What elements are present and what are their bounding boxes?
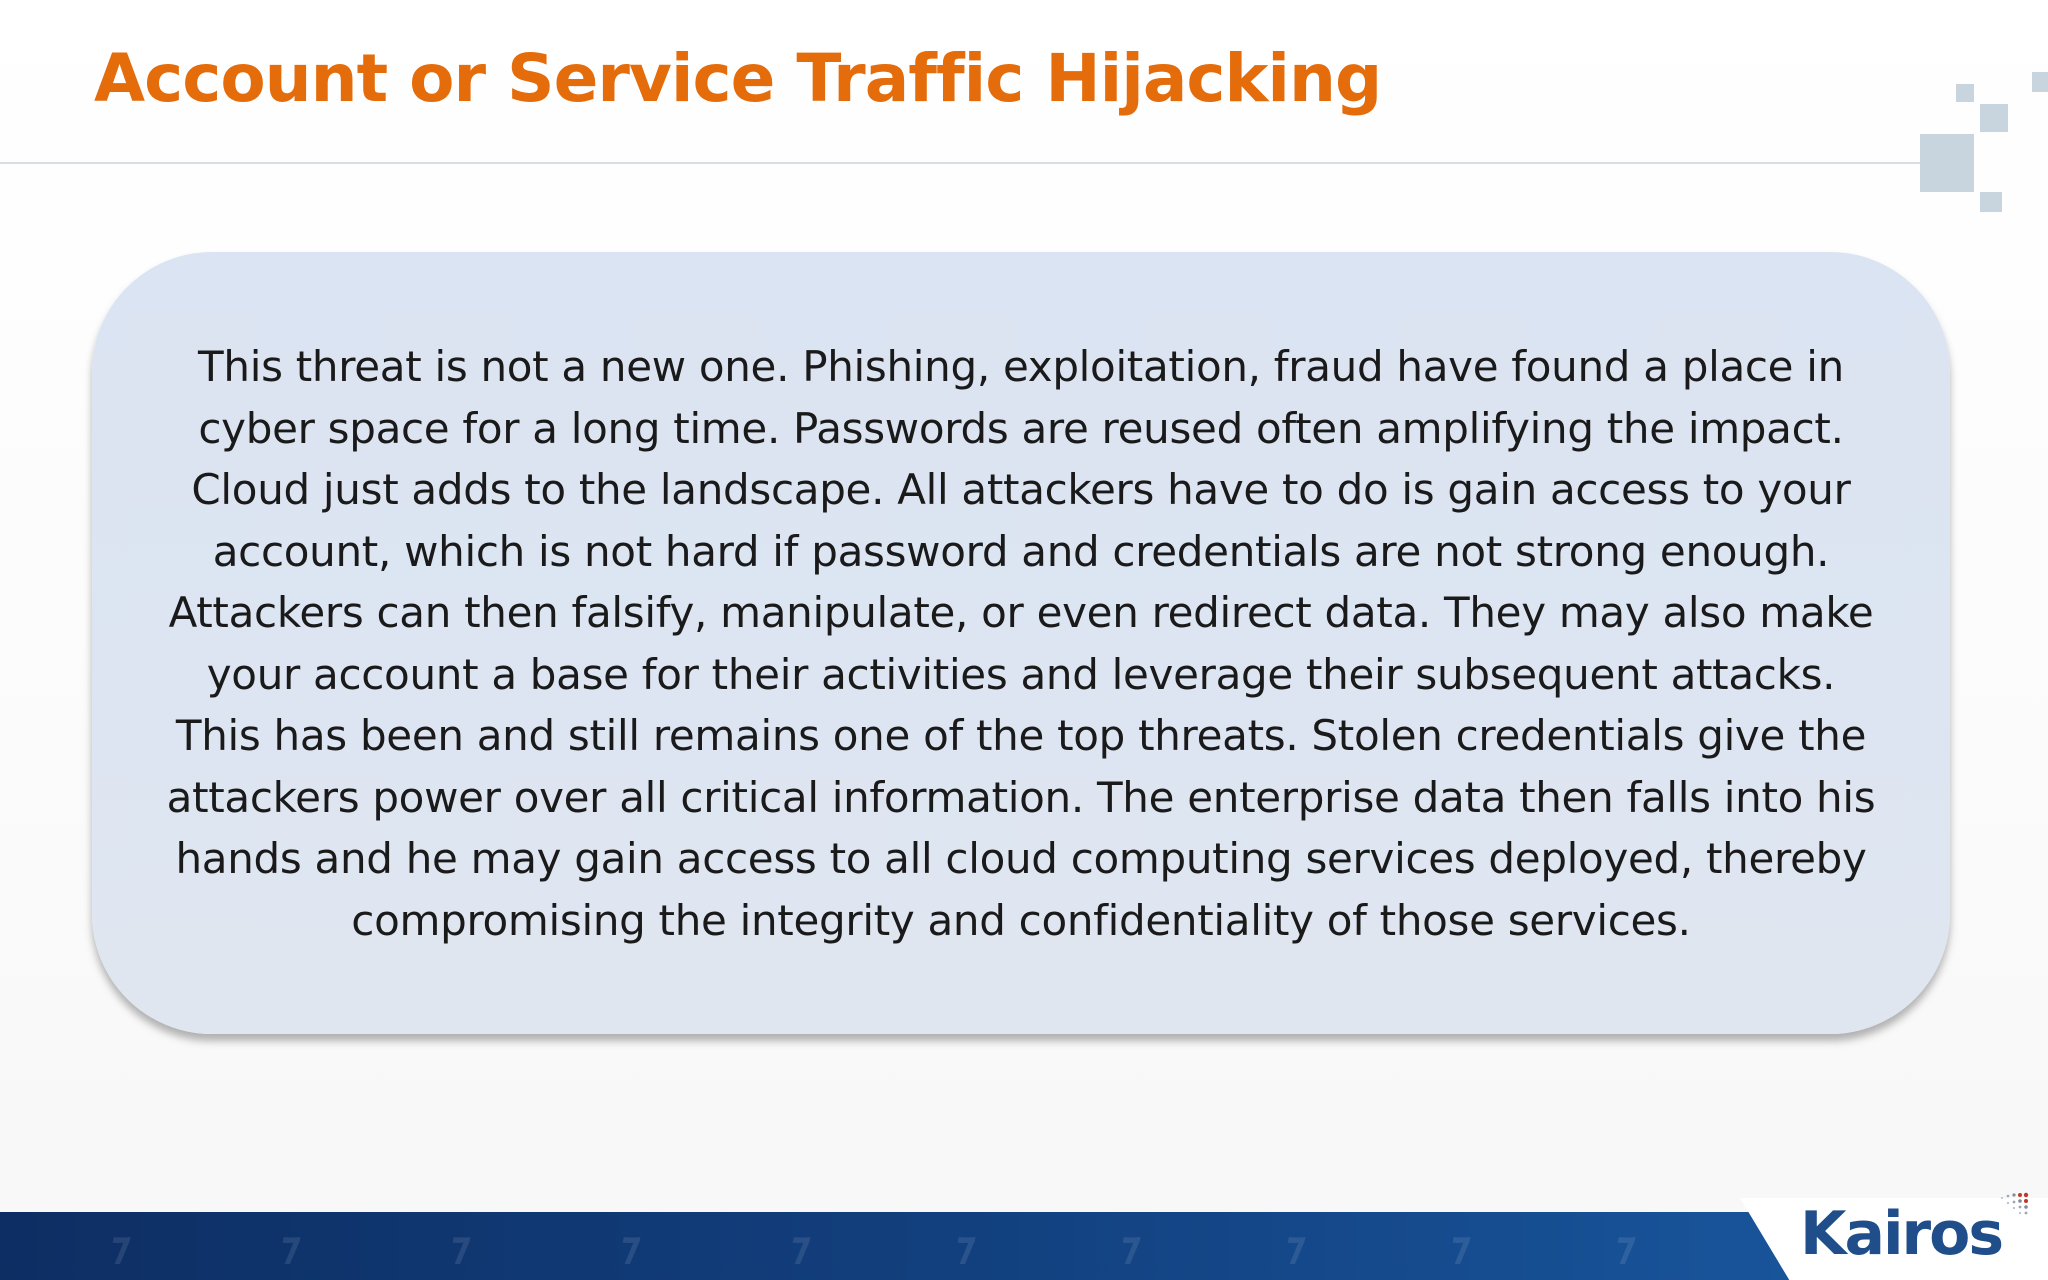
content-box (92, 252, 1950, 1034)
dot-grid-icon (1996, 1192, 2030, 1222)
title-divider (0, 162, 1960, 164)
kairos-logo: Kairos (1800, 1199, 2003, 1269)
body-text: This threat is not a new one. Phishing, exploitation, fraud have found a place in cyber space for a long time. Passwords are reused often amplifying the impact. Cloud just adds to the landscape. All attackers have to do is gain access to your account, which is not hard if password and credentials are not strong enough. Attackers can then falsify, manipulate, or even redirect data. They may also make your account a base for their activities and leverage their subsequent attacks. This has been and still remains one of the top threats. Stolen credentials give the attackers power over all critical information. The enterprise data then falls into his hands and he may gain access to all cloud computing services deployed, thereby compromising the integrity and confidentiality of those services. (166, 342, 1876, 945)
footer-bar: ⁊ ⁊ ⁊ ⁊ ⁊ ⁊ ⁊ ⁊ ⁊ ⁊ (0, 1212, 2048, 1280)
slide-title: Account or Service Traffic Hijacking (94, 40, 1382, 117)
